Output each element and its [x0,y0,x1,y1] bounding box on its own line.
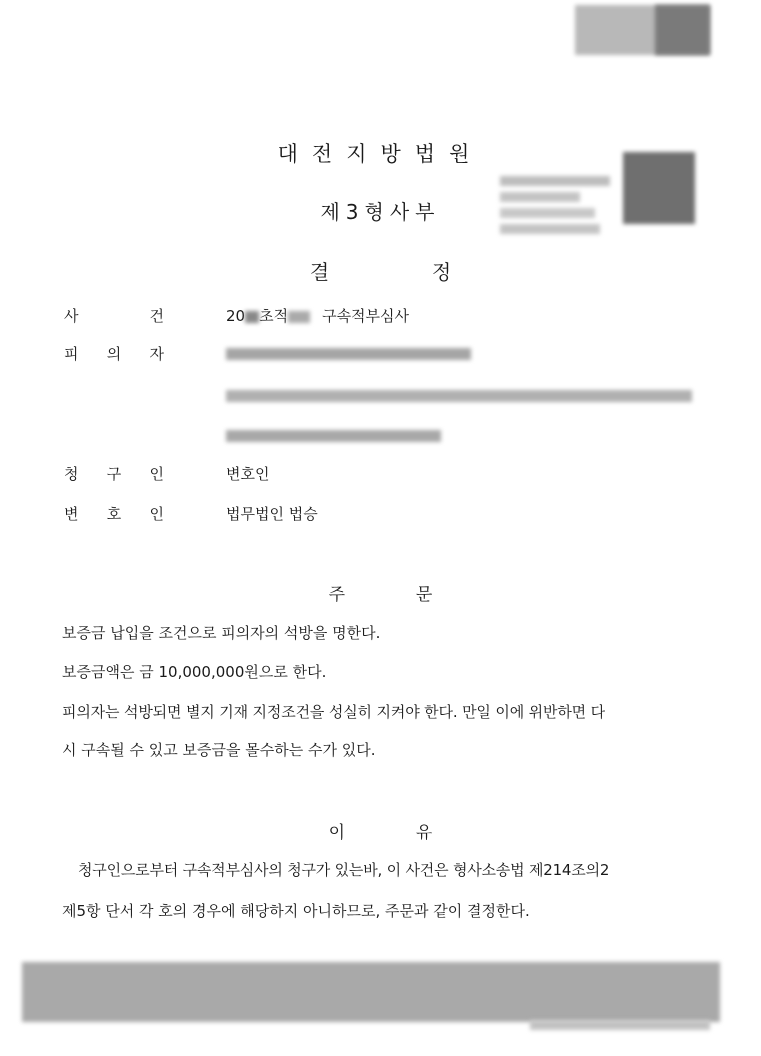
top-stamp-qr [655,5,710,55]
qr-code-image [623,152,695,224]
reason-line-2: 제5항 단서 각 호의 경우에 해당하지 아니하므로, 주문과 같이 결정한다. [62,902,530,920]
redacted-number [288,311,310,323]
suspect-redacted-line-2 [226,390,692,402]
redacted-year [245,311,259,323]
court-name: 대전지방법원 [277,142,484,166]
suspect-redacted-line-3 [226,430,441,442]
footer-redacted-block [22,962,720,1022]
reason-line-1: 청구인으로부터 구속적부심사의 청구가 있는바, 이 사건은 형사소송법 제214조의2 [78,861,610,879]
seal-text-block [500,172,615,242]
counsel-label: 변 호 인 [64,505,164,523]
document-title [0,256,761,285]
case-label: 사 건 [64,307,164,325]
title-char-1: 결 [309,260,330,284]
title-char-2: 정 [431,260,452,284]
petitioner-label: 청 구 인 [64,465,164,483]
suspect-label: 피 의 자 [64,345,164,363]
reason-heading: 이 유 [328,823,433,843]
counsel-value: 법무법인 법승 [226,505,318,523]
order-line-2: 보증금액은 금 10,000,000원으로 한다. [62,663,327,681]
order-line-3: 피의자는 석방되면 별지 기재 지정조건을 성실히 지켜야 한다. 만일 이에 위반하면 다 [62,703,605,721]
case-number: 20 초적 구속적부심사 [226,307,410,325]
petitioner-value: 변호인 [226,465,270,483]
division-name: 제3형사부 [320,200,441,224]
order-heading: 주 문 [328,585,433,605]
order-line-1: 보증금 납입을 조건으로 피의자의 석방을 명한다. [62,624,381,642]
order-line-4: 시 구속될 수 있고 보증금을 몰수하는 수가 있다. [62,741,376,759]
suspect-redacted-line-1 [226,348,471,360]
footer-redacted-text [530,1020,710,1030]
